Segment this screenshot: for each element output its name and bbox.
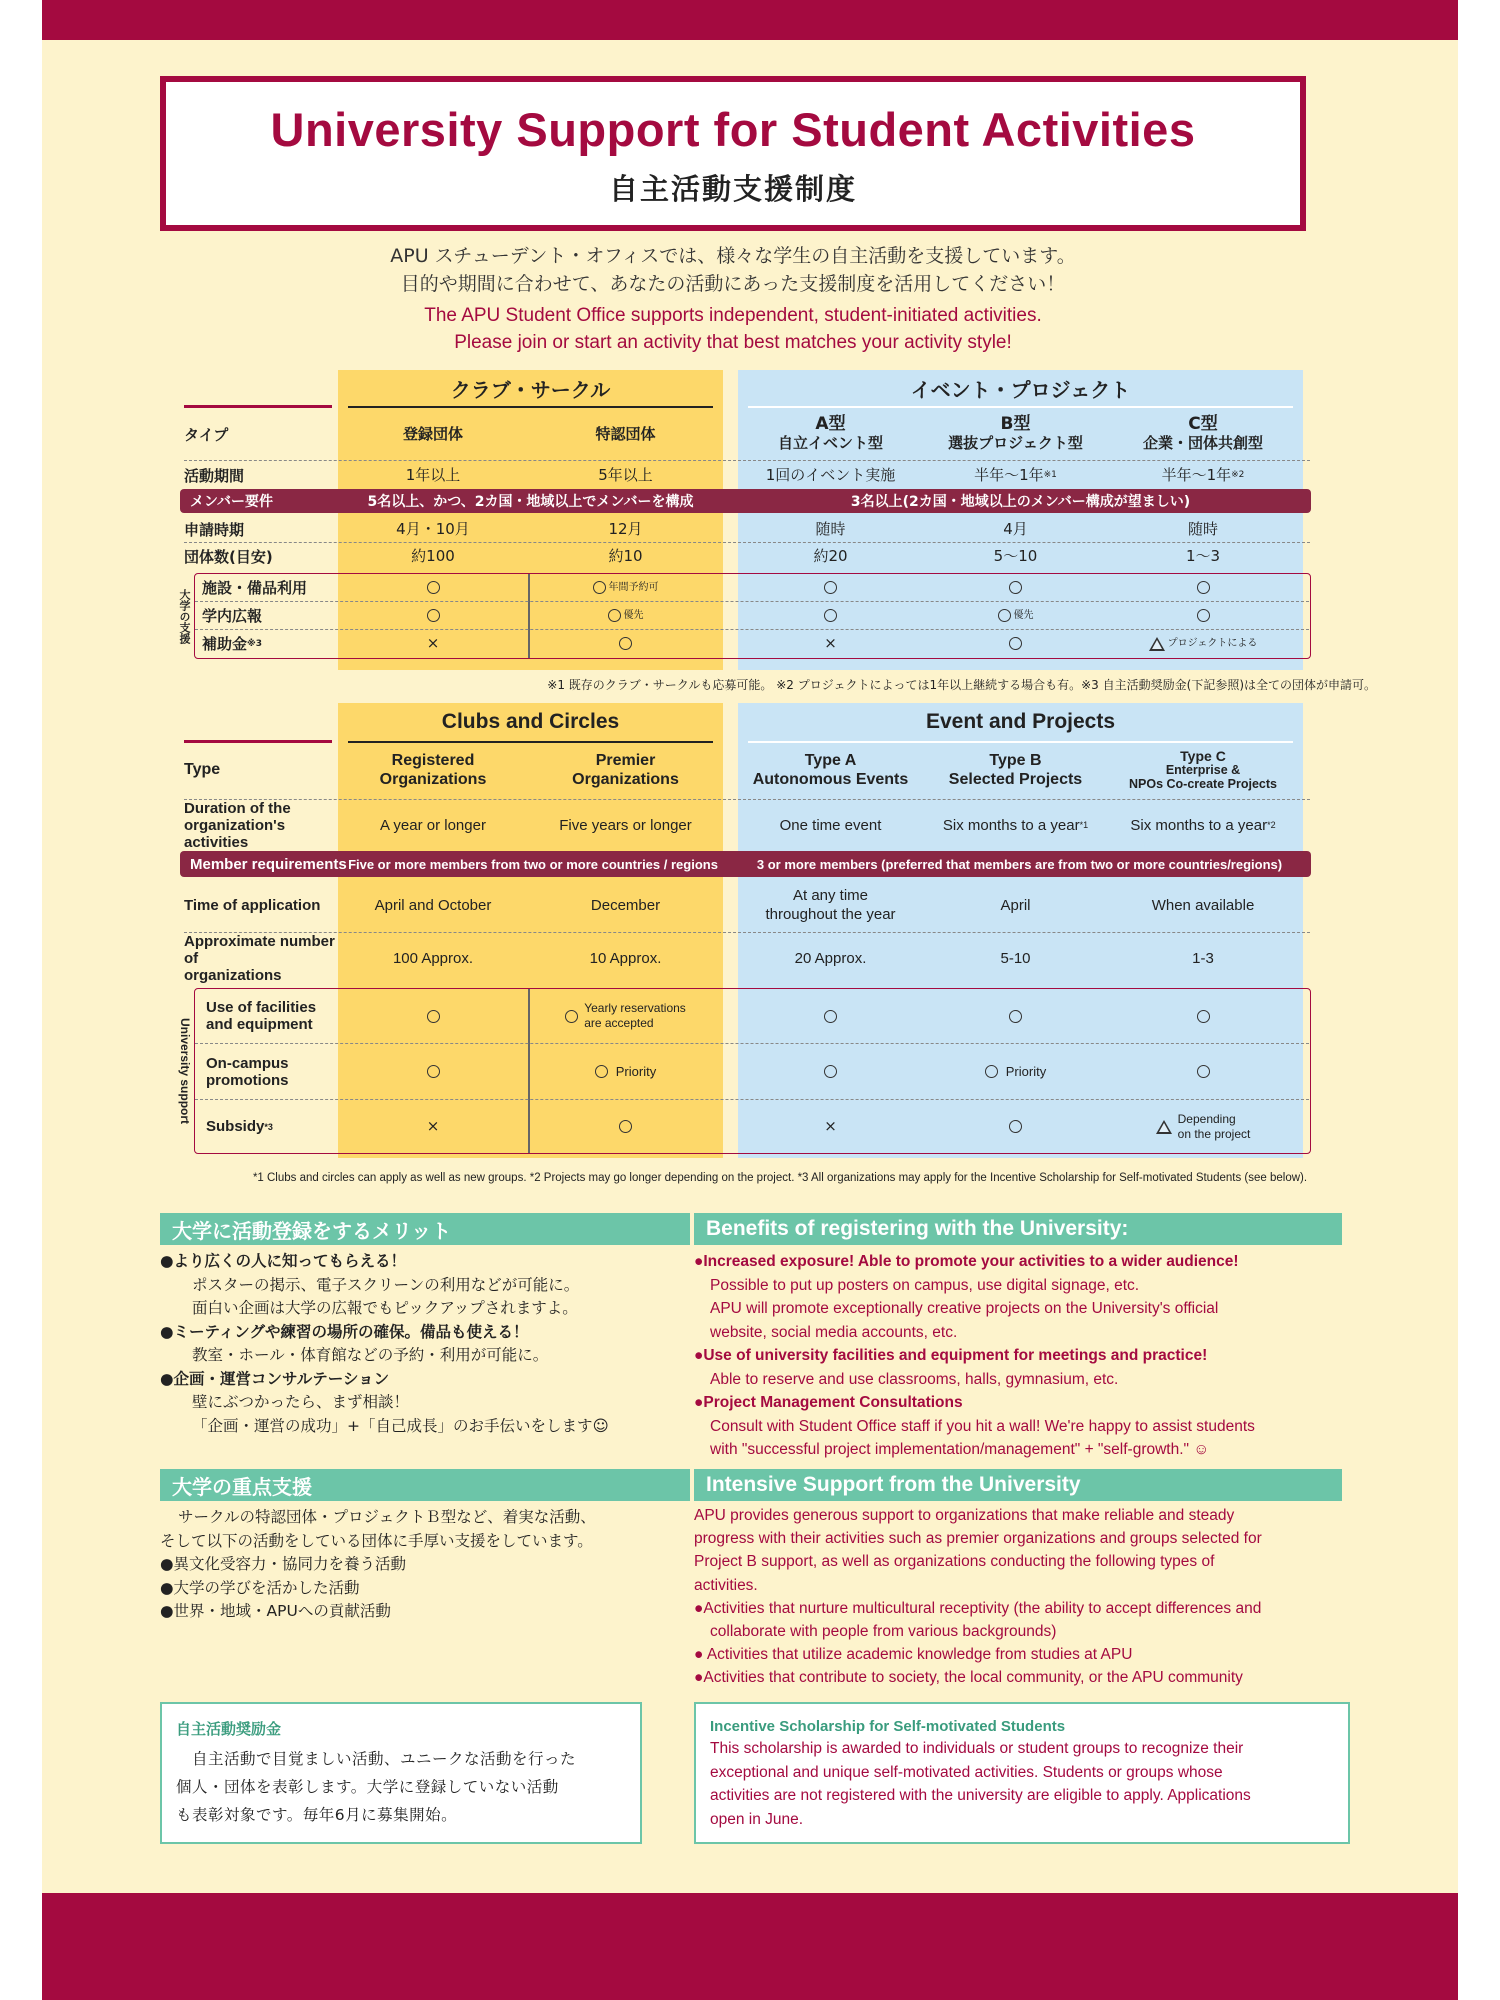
jp-typeC-sub: 企業・団体共創型: [1142, 434, 1263, 452]
line: Type A: [804, 752, 857, 769]
line: organization's activities: [184, 816, 286, 851]
note: Priority: [1005, 1064, 1047, 1079]
jp-premier: 特認団体: [595, 424, 656, 443]
merit-item-line: Consult with Student Office staff if you hit a wall! We're happy to assist students: [710, 1417, 1255, 1435]
divider: [184, 740, 332, 743]
en-facility-typeA: [738, 989, 923, 1043]
en-footnote: *1 Clubs and circles can apply as well as new groups. *2 Projects may go longer depending on the project. *3 All organizations may apply for the Incentive Scholarship for Self-motivated Students (see below).: [252, 1172, 1308, 1184]
intensive-line: APU provides generous support to organizations that make reliable and steady: [694, 1507, 1235, 1524]
merit-item-head: ●ミーティングや練習の場所の確保。備品も使える！: [160, 1322, 529, 1341]
jp-duration-typeC: [1108, 463, 1298, 487]
jp-facility-label: 施設・備品利用: [202, 579, 308, 597]
intensive-jp-heading: 大学の重点支援: [160, 1469, 690, 1501]
value: Six months to a year: [1130, 816, 1268, 834]
label: Subsidy: [206, 1118, 265, 1135]
jp-subsidy-label: [202, 630, 338, 657]
jp-member-label: メンバー要件: [190, 494, 274, 510]
note: [1178, 1112, 1251, 1142]
merit-item-line: 「企画・運営の成功」+「自己成長」のお手伝いをします☺: [192, 1416, 609, 1435]
circle-icon: [1197, 1010, 1210, 1023]
line: on the project: [1177, 1126, 1251, 1141]
jp-promo-label: 学内広報: [202, 607, 263, 625]
circle-icon: [1197, 609, 1210, 622]
jp-promo-typeC: [1108, 602, 1298, 629]
intensive-bullet: ●大学の学びを活かした活動: [160, 1578, 360, 1597]
jp-member-club: 5名以上、かつ、2カ国・地域以上でメンバーを構成: [367, 494, 694, 510]
line: and equipment: [206, 1016, 313, 1033]
note-mark: *3: [264, 1121, 273, 1132]
en-apply-registered: April and October: [374, 896, 492, 914]
jp-promo-premier: [528, 602, 723, 629]
intensive-line: activities.: [694, 1576, 758, 1594]
note-mark: *1: [1079, 819, 1089, 830]
scholar-jp-box: [160, 1702, 642, 1844]
circle-icon: [985, 1065, 998, 1078]
circle-icon: [608, 609, 621, 622]
merit-item-line: website, social media accounts, etc.: [710, 1323, 958, 1341]
circle-icon: [595, 1065, 608, 1078]
merit-en-body: [694, 1250, 1394, 1462]
note: プロジェクトによる: [1167, 638, 1258, 649]
note-mark: ※3: [247, 638, 263, 649]
line: Yearly reservations: [584, 1001, 686, 1015]
circle-icon: [1009, 637, 1022, 650]
value: 半年～1年: [974, 465, 1044, 484]
line: Approximate number of: [184, 932, 335, 967]
en-table: [180, 703, 1376, 1158]
label: 補助金: [202, 635, 248, 653]
circle-icon: [593, 581, 606, 594]
en-subsidy-typeB: [923, 1100, 1108, 1153]
intensive-bullet: ●異文化受容力・協同力を養う活動: [160, 1555, 407, 1573]
en-duration-premier: Five years or longer: [559, 816, 692, 834]
jp-duration-typeA: 1回のイベント実施: [765, 465, 896, 484]
jp-typeB-name: B型: [1000, 414, 1031, 434]
circle-icon: [824, 1010, 837, 1023]
en-support-vertical: University support: [178, 1017, 192, 1125]
jp-typeA-sub: 自立イベント型: [777, 434, 883, 452]
intensive-line: サークルの特認団体・プロジェクトＢ型など、着実な活動、: [178, 1508, 596, 1526]
note-mark: ※1: [1043, 469, 1057, 480]
note: 優先: [623, 610, 644, 621]
en-duration-typeB: [923, 803, 1108, 847]
jp-typeB: [923, 412, 1108, 456]
jp-apply-typeC: 随時: [1187, 519, 1218, 538]
jp-subsidy-typeC: [1108, 630, 1298, 657]
merit-item-line: Able to reserve and use classrooms, halls, gymnasium, etc.: [710, 1370, 1119, 1388]
en-subsidy-registered: ×: [426, 1117, 440, 1135]
jp-facility-typeB: [923, 574, 1108, 601]
jp-promo-registered: [338, 602, 528, 629]
en-member-bar: [180, 851, 1311, 877]
jp-typeA-name: A型: [815, 414, 846, 434]
en-facility-typeB: [923, 989, 1108, 1043]
intro-jp: [160, 242, 1306, 298]
line: On-campus: [206, 1054, 289, 1072]
line: Premier: [595, 752, 656, 769]
en-facility-premier: [528, 989, 723, 1043]
line: Type B: [989, 752, 1042, 769]
circle-icon: [427, 1010, 440, 1023]
line: Selected Projects: [948, 771, 1083, 788]
divider: [184, 460, 1310, 461]
intensive-bullet: ●Activities that contribute to society, the local community, or the APU community: [694, 1669, 1243, 1687]
divider: [184, 932, 1310, 933]
circle-icon: [824, 1065, 837, 1078]
en-member-label: Member requirements: [190, 855, 347, 873]
en-promo-typeC: [1108, 1044, 1298, 1099]
line: Type C: [1180, 748, 1226, 764]
jp-duration-registered: 1年以上: [405, 465, 461, 484]
merit-item-head: ●Use of university facilities and equipment for meetings and practice!: [694, 1347, 1208, 1364]
merit-item-head: ●Project Management Consultations: [694, 1394, 963, 1411]
en-duration-registered: A year or longer: [380, 816, 486, 834]
merit-item-head: ●より広くの人に知ってもらえる！: [160, 1252, 407, 1270]
jp-facility-typeC: [1108, 574, 1298, 601]
scholar-en-title: Incentive Scholarship for Self-motivated Students: [710, 1718, 1066, 1735]
line: Use of facilities: [206, 999, 317, 1016]
intro-en-line: The APU Student Office supports independent, student-initiated activities.: [424, 305, 1042, 326]
jp-club-header: クラブ・サークル: [450, 377, 611, 402]
en-count-typeB: 5-10: [1000, 949, 1031, 967]
intensive-bullet: ● Activities that utilize academic knowledge from studies at APU: [694, 1646, 1133, 1664]
divider: [748, 741, 1293, 743]
divider: [348, 741, 713, 743]
merit-item-line: APU will promote exceptionally creative projects on the University's official: [710, 1300, 1219, 1317]
jp-typeC-name: C型: [1188, 414, 1218, 434]
divider: [348, 406, 713, 408]
jp-duration-premier: 5年以上: [598, 465, 653, 484]
jp-apply-label: 申請時期: [184, 520, 245, 539]
line: Depending: [1177, 1111, 1236, 1126]
scholar-line: 個人・団体を表彰します。大学に登録していない活動: [176, 1778, 559, 1796]
jp-count-typeC: 1～3: [1185, 546, 1221, 565]
scholar-line: exceptional and unique self-motivated activities. Students or groups whose: [710, 1763, 1223, 1781]
circle-icon: [619, 637, 632, 650]
en-event-header: Event and Projects: [925, 710, 1116, 733]
circle-icon: [427, 581, 440, 594]
intro-jp-line: 目的や期間に合わせて、あなたの活動にあった支援制度を活用してください！: [400, 273, 1066, 295]
scholar-line: 自主活動で目覚ましい活動、ユニークな活動を行った: [192, 1750, 577, 1768]
en-subsidy-typeC: [1108, 1100, 1298, 1153]
merit-item-line: with "successful project implementation/management" + "self-growth." ☺: [710, 1441, 1210, 1458]
circle-icon: [427, 609, 440, 622]
merit-jp-heading: 大学に活動登録をするメリット: [160, 1213, 690, 1245]
jp-apply-typeA: 随時: [815, 519, 846, 538]
circle-icon: [1009, 1010, 1022, 1023]
jp-apply-premier: 12月: [608, 519, 643, 538]
scholar-line: open in June.: [710, 1810, 804, 1828]
merit-item-line: 面白い企画は大学の広報でもピックアップされますよ。: [192, 1299, 578, 1317]
line: throughout the year: [765, 906, 896, 923]
intensive-jp-body: [160, 1506, 700, 1624]
line: Registered: [391, 752, 475, 769]
merit-item-line: 教室・ホール・体育館などの予約・利用が可能に。: [192, 1346, 549, 1364]
note: [584, 1001, 686, 1031]
jp-member-bar: [180, 489, 1311, 513]
jp-promo-typeA: [738, 602, 923, 629]
jp-facility-typeA: [738, 574, 923, 601]
en-type-label: Type: [184, 761, 221, 778]
en-promo-typeA: [738, 1044, 923, 1099]
triangle-icon: [1156, 1120, 1172, 1134]
scholar-en-box: [694, 1702, 1350, 1844]
jp-duration-typeB: [923, 463, 1108, 487]
line: promotions: [206, 1071, 289, 1089]
jp-count-typeB: 5～10: [993, 546, 1038, 565]
intro-en-line: Please join or start an activity that best matches your activity style!: [454, 332, 1012, 353]
circle-icon: [1197, 1065, 1210, 1078]
note: Priority: [615, 1064, 657, 1079]
divider: [184, 405, 332, 408]
jp-apply-registered: 4月・10月: [396, 519, 470, 538]
top-band: [42, 0, 1458, 40]
en-club-header: Clubs and Circles: [441, 710, 620, 733]
circle-icon: [998, 609, 1011, 622]
line: At any time: [792, 887, 869, 904]
en-promo-typeB: [923, 1044, 1108, 1099]
en-typeB: [923, 747, 1108, 793]
en-subsidy-premier: [528, 1100, 723, 1153]
jp-promo-typeB: [923, 602, 1108, 629]
scholar-en-body: [710, 1737, 1334, 1831]
en-facility-label: [206, 989, 338, 1043]
scholar-jp-body: [176, 1745, 626, 1829]
jp-facility-premier: [528, 574, 723, 601]
en-registered: [338, 747, 528, 793]
merit-item-head: ●Increased exposure! Able to promote your activities to a wider audience!: [694, 1253, 1239, 1270]
value: 半年～1年: [1161, 465, 1232, 484]
merit-en-heading: Benefits of registering with the University:: [694, 1213, 1342, 1245]
line: are accepted: [584, 1016, 654, 1030]
intensive-line: Project B support, as well as organizations conducting the following types of: [694, 1553, 1215, 1571]
note: 優先: [1013, 610, 1034, 621]
en-apply-label: Time of application: [184, 896, 321, 914]
jp-count-typeA: 約20: [813, 546, 848, 565]
en-apply-typeC: When available: [1151, 896, 1255, 914]
en-count-typeC: 1-3: [1192, 949, 1214, 967]
circle-icon: [824, 609, 837, 622]
poster-page: [42, 0, 1458, 2000]
en-typeA: [738, 747, 923, 793]
en-facility-registered: [338, 989, 528, 1043]
en-promo-label: [206, 1044, 338, 1099]
en-member-club: Five or more members from two or more countries / regions: [348, 856, 718, 872]
line: Autonomous Events: [752, 771, 909, 788]
intensive-en-body: [694, 1504, 1394, 1690]
circle-icon: [1009, 1120, 1022, 1133]
line: NPOs Co-create Projects: [1129, 777, 1277, 791]
en-count-registered: 100 Approx.: [392, 949, 474, 967]
merit-item-line: 壁にぶつかったら、まず相談！: [192, 1393, 410, 1411]
jp-type-label: タイプ: [184, 425, 229, 444]
intensive-bullet: ●Activities that nurture multicultural receptivity (the ability to accept differences and: [694, 1599, 1262, 1617]
title-jp: 自主活動支援制度: [608, 172, 857, 206]
jp-apply-typeB: 4月: [1003, 519, 1028, 538]
jp-table: [180, 370, 1376, 670]
jp-count-label: 団体数(目安): [184, 547, 273, 566]
scholar-line: activities are not registered with the university are eligible to apply. Applications: [710, 1787, 1251, 1804]
jp-subsidy-registered: ×: [426, 634, 440, 652]
circle-icon: [565, 1010, 578, 1023]
circle-icon: [1197, 581, 1210, 594]
jp-footnote: ※1 既存のクラブ・サークルも応募可能。 ※2 プロジェクトによっては1年以上継続する場合も有。※3 自主活動奨励金(下記参照)は全ての団体が申請可。: [547, 678, 1376, 692]
title-box: [160, 76, 1306, 231]
intensive-line: progress with their activities such as premier organizations and groups selected for: [694, 1530, 1262, 1548]
note-mark: *2: [1267, 819, 1276, 830]
intro-jp-line: APU スチューデント・オフィスでは、様々な学生の自主活動を支援しています。: [390, 245, 1076, 267]
en-promo-premier: [528, 1044, 723, 1099]
bottom-band: [42, 1893, 1458, 2000]
divider: [184, 542, 1310, 543]
merit-item-head: ●企画・運営コンサルテーション: [160, 1369, 390, 1388]
line: Organizations: [572, 771, 679, 788]
jp-count-premier: 約10: [608, 546, 643, 565]
scholar-line: も表彰対象です。毎年6月に募集開始。: [176, 1806, 458, 1824]
circle-icon: [619, 1120, 632, 1133]
en-duration-typeC: [1108, 803, 1298, 847]
scholar-line: This scholarship is awarded to individuals or student groups to recognize their: [710, 1740, 1244, 1757]
jp-event-header: イベント・プロジェクト: [910, 377, 1131, 402]
jp-subsidy-typeA: ×: [824, 634, 837, 652]
merit-jp-body: [160, 1250, 700, 1438]
en-count-premier: 10 Approx.: [589, 949, 662, 967]
intensive-bullet: collaborate with people from various backgrounds): [710, 1623, 1057, 1641]
en-duration-label: [184, 799, 344, 851]
en-typeC: [1108, 745, 1298, 795]
intensive-en-heading: Intensive Support from the University: [694, 1469, 1342, 1501]
circle-icon: [824, 581, 837, 594]
en-duration-typeA: One time event: [779, 816, 882, 834]
line: Enterprise &: [1165, 763, 1241, 777]
en-member-event: 3 or more members (preferred that members are from two or more countries/regions): [756, 856, 1283, 872]
intensive-bullet: ●世界・地域・APUへの貢献活動: [160, 1602, 391, 1620]
jp-typeB-sub: 選抜プロジェクト型: [948, 434, 1083, 452]
en-apply-typeA: [738, 881, 923, 929]
line: Duration of the: [184, 799, 291, 817]
en-count-typeA: 20 Approx.: [794, 949, 867, 967]
merit-item-line: ポスターの掲示、電子スクリーンの利用などが可能に。: [192, 1275, 580, 1294]
en-apply-typeB: April: [1000, 896, 1031, 914]
circle-icon: [427, 1065, 440, 1078]
scholar-jp-title: 自主活動奨励金: [176, 1720, 282, 1738]
en-subsidy-label: [206, 1100, 338, 1153]
line: organizations: [184, 966, 282, 984]
circle-icon: [1009, 581, 1022, 594]
en-facility-typeC: [1108, 989, 1298, 1043]
note: 年間予約可: [608, 582, 659, 593]
jp-facility-registered: [338, 574, 528, 601]
jp-typeC: [1108, 412, 1298, 456]
jp-duration-label: 活動期間: [184, 466, 245, 485]
en-count-label: [184, 932, 344, 984]
note-mark: ※2: [1231, 469, 1245, 480]
intro-en: [160, 302, 1306, 356]
en-promo-registered: [338, 1044, 528, 1099]
en-apply-premier: December: [590, 896, 661, 914]
triangle-icon: [1149, 637, 1165, 651]
value: Six months to a year: [942, 816, 1080, 834]
intensive-line: そして以下の活動をしている団体に手厚い支援をしています。: [160, 1531, 593, 1550]
merit-item-line: Possible to put up posters on campus, use digital signage, etc.: [710, 1276, 1140, 1294]
jp-member-event: 3名以上(2カ国・地域以上のメンバー構成が望ましい): [850, 494, 1191, 510]
divider: [748, 406, 1293, 408]
line: Organizations: [379, 771, 487, 788]
jp-registered: 登録団体: [402, 424, 463, 443]
jp-count-registered: 約100: [411, 546, 455, 565]
jp-subsidy-premier: [528, 630, 723, 657]
en-subsidy-typeA: ×: [824, 1117, 837, 1135]
title-en: University Support for Student Activities: [270, 103, 1196, 156]
jp-subsidy-typeB: [923, 630, 1108, 657]
jp-typeA: [738, 412, 923, 456]
en-premier: [528, 747, 723, 793]
divider: [184, 799, 1310, 800]
jp-support-vertical: 大学の支援: [178, 588, 191, 644]
